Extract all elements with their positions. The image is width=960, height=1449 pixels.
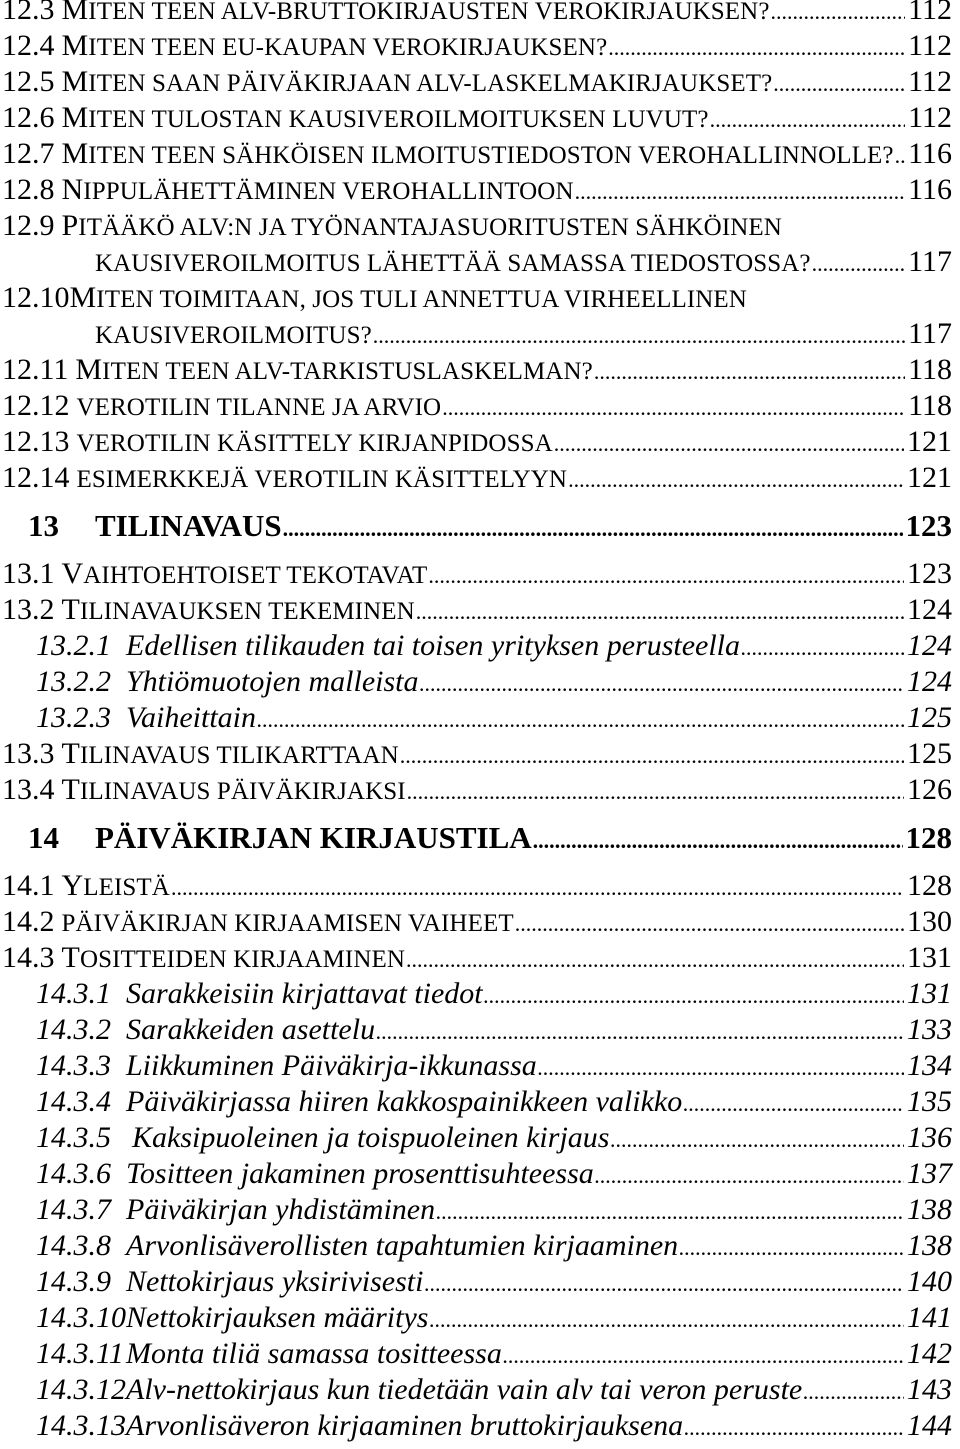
entry-page: 133	[907, 1013, 952, 1046]
entry-page: 117	[908, 317, 952, 350]
entry-number: 14.3.10	[36, 1301, 126, 1334]
entry-page: 123	[907, 557, 952, 590]
toc-entry-14-3-12[interactable]	[0, 1372, 952, 1408]
entry-title: VEROTILIN TILANNE JA ARVIO	[76, 394, 442, 421]
entry-number: 14.3.6	[36, 1157, 111, 1190]
entry-number: 13.2	[2, 593, 55, 626]
dot-leader	[419, 666, 905, 702]
chapter-page: 128	[905, 820, 952, 855]
toc-entry-12-3[interactable]	[0, 0, 952, 28]
entry-title: Tositteen jakaminen prosenttisuhteessa	[126, 1157, 594, 1190]
entry-number: 12.13	[2, 425, 70, 458]
entry-title: Edellisen tilikauden tai toisen yrityksen perusteella	[126, 629, 741, 662]
entry-number: 14.3.7	[36, 1193, 111, 1226]
toc-entry-14-3-7[interactable]	[0, 1192, 952, 1228]
toc-entry-12-9-continuation[interactable]	[0, 244, 952, 280]
entry-page: 112	[908, 0, 952, 26]
toc-entry-14-3[interactable]	[0, 940, 952, 976]
entry-number: 14.3.5	[36, 1121, 111, 1154]
entry-page: 134	[907, 1049, 952, 1082]
entry-title: Kaksipuoleinen ja toispuoleinen kirjaus	[132, 1121, 610, 1154]
entry-title: TILINAVAUS TILIKARTTAAN	[61, 737, 399, 770]
entry-number: 14.3.13	[36, 1409, 126, 1442]
entry-number: 14.3	[2, 941, 55, 974]
entry-number: 14.3.11	[36, 1337, 124, 1370]
entry-title: TOSITTEIDEN KIRJAAMINEN	[61, 941, 406, 974]
chapter-title: TILINAVAUS	[95, 508, 282, 543]
entry-page: 144	[907, 1409, 952, 1442]
entry-title: Vaiheittain	[126, 701, 256, 734]
dot-leader	[483, 978, 904, 1014]
dot-leader	[802, 1374, 904, 1410]
toc-entry-13-3[interactable]	[0, 736, 952, 772]
toc-entry-13-1[interactable]	[0, 556, 952, 592]
entry-number: 14.3.9	[36, 1265, 111, 1298]
toc-entry-14-3-9[interactable]	[0, 1264, 952, 1300]
toc-entry-12-13[interactable]	[0, 424, 952, 460]
dot-leader	[537, 1050, 904, 1086]
entry-number: 13.3	[2, 737, 55, 770]
dot-leader	[405, 942, 904, 978]
dot-leader	[423, 1266, 904, 1302]
entry-page: 121	[907, 425, 952, 458]
entry-title: Nettokirjaus yksirivisesti	[126, 1265, 424, 1298]
entry-title: PÄIVÄKIRJAN KIRJAAMISEN VAIHEET	[61, 910, 514, 937]
entry-page: 138	[907, 1229, 952, 1262]
entry-page: 118	[908, 389, 952, 422]
entry-page: 140	[907, 1265, 952, 1298]
entry-title: TILINAVAUS PÄIVÄKIRJAKSI	[61, 773, 406, 806]
entry-number: 12.6	[2, 101, 55, 134]
toc-entry-12-4[interactable]	[0, 28, 952, 64]
dot-leader	[607, 30, 905, 66]
entry-title: MITEN SAAN PÄIVÄKIRJAAN ALV-LASKELMAKIRJAUKSET?	[61, 65, 773, 98]
entry-page: 131	[907, 941, 952, 974]
entry-number: 12.9	[2, 209, 55, 242]
toc-entry-14-3-2[interactable]	[0, 1012, 952, 1048]
entry-number: 14.3.12	[36, 1373, 126, 1406]
toc-entry-14-3-13[interactable]	[0, 1408, 952, 1444]
entry-page: 137	[907, 1157, 952, 1190]
toc-entry-13-2-3[interactable]	[0, 700, 952, 736]
entry-title: VAIHTOEHTOISET TEKOTAVAT	[61, 557, 428, 590]
entry-page: 116	[908, 173, 952, 206]
dot-leader	[514, 906, 904, 942]
dot-leader	[532, 811, 903, 871]
entry-page: 130	[907, 905, 952, 938]
toc-entry-12-7[interactable]	[0, 136, 952, 172]
entry-page: 126	[907, 773, 952, 806]
dot-leader	[406, 774, 904, 810]
toc-entry-12-9[interactable]	[0, 208, 952, 244]
chapter-page: 123	[905, 508, 952, 543]
toc-entry-12-14[interactable]	[0, 460, 952, 496]
chapter-number: 13	[28, 508, 59, 543]
entry-number: 14.3.2	[36, 1013, 111, 1046]
entry-page: 124	[907, 665, 952, 698]
dot-leader	[553, 426, 904, 462]
dot-leader	[682, 1086, 904, 1122]
entry-title: MITEN TEEN ALV-BRUTTOKIRJAUSTEN VEROKIRJAUKSEN?	[61, 0, 770, 26]
toc-entry-13-4[interactable]	[0, 772, 952, 808]
entry-title: MITEN TEEN EU-KAUPAN VEROKIRJAUKSEN?	[61, 29, 608, 62]
entry-title: Arvonlisäveron kirjaaminen bruttokirjauksena	[126, 1409, 684, 1442]
entry-number: 14.2	[2, 905, 55, 938]
entry-page: 142	[907, 1337, 952, 1370]
dot-leader	[441, 390, 905, 426]
toc-entry-12-6[interactable]	[0, 100, 952, 136]
dot-leader	[427, 558, 904, 594]
toc-entry-14-3-5[interactable]	[0, 1120, 952, 1156]
toc-entry-12-8[interactable]	[0, 172, 952, 208]
entry-page: 138	[907, 1193, 952, 1226]
entry-page: 125	[907, 737, 952, 770]
entry-page: 116	[908, 137, 952, 170]
dot-leader	[678, 1230, 904, 1266]
dot-leader	[256, 702, 904, 738]
entry-number: 14.1	[2, 869, 55, 902]
toc-entry-14-3-8[interactable]	[0, 1228, 952, 1264]
entry-number: 14.3.4	[36, 1085, 111, 1118]
entry-number: 13.2.2	[36, 665, 111, 698]
entry-number: 13.4	[2, 773, 55, 806]
dot-leader	[372, 318, 905, 354]
dot-leader	[772, 66, 905, 102]
toc-entry-14-3-1[interactable]	[0, 976, 952, 1012]
toc-entry-12-5[interactable]	[0, 64, 952, 100]
entry-title: Liikkuminen Päiväkirja-ikkunassa	[126, 1049, 537, 1082]
toc-entry-14-1[interactable]	[0, 868, 952, 904]
entry-page: 124	[907, 593, 952, 626]
entry-number: 12.4	[2, 29, 55, 62]
chapter-title: PÄIVÄKIRJAN KIRJAUSTILA	[95, 820, 532, 855]
entry-page: 125	[907, 701, 952, 734]
entry-title: Päiväkirjan yhdistäminen	[126, 1193, 436, 1226]
entry-number: 12.8	[2, 173, 55, 206]
entry-title: Sarakkeisiin kirjattavat tiedot	[126, 977, 483, 1010]
entry-number: 13.2.3	[36, 701, 111, 734]
entry-title: Nettokirjauksen määritys	[126, 1301, 429, 1334]
entry-page: 143	[907, 1373, 952, 1406]
dot-leader	[435, 1194, 904, 1230]
dot-leader	[375, 1014, 904, 1050]
toc-entry-12-11[interactable]	[0, 352, 952, 388]
toc-entry-12-10[interactable]	[0, 280, 952, 316]
toc-chapter-13[interactable]	[0, 496, 952, 556]
toc-entry-13-2[interactable]	[0, 592, 952, 628]
entry-title: NIPPULÄHETTÄMINEN VEROHALLINTOON	[61, 173, 574, 206]
entry-title: Sarakkeiden asettelu	[126, 1013, 376, 1046]
toc-entry-14-3-3[interactable]	[0, 1048, 952, 1084]
toc-chapter-14[interactable]	[0, 808, 952, 868]
toc-entry-13-2-1[interactable]	[0, 628, 952, 664]
entry-title-continuation: KAUSIVEROILMOITUS?	[95, 322, 372, 349]
entry-page: 117	[908, 245, 952, 278]
entry-page: 124	[907, 629, 952, 662]
dot-leader	[770, 0, 906, 30]
entry-number: 14.3.1	[36, 977, 111, 1010]
dot-leader	[567, 462, 904, 498]
dot-leader	[709, 102, 906, 138]
dot-leader	[428, 1302, 904, 1338]
entry-page: 128	[907, 869, 952, 902]
dot-leader	[609, 1122, 904, 1158]
entry-title: VEROTILIN KÄSITTELY KIRJANPIDOSSA	[76, 430, 553, 457]
toc-entry-14-3-10[interactable]	[0, 1300, 952, 1336]
entry-page: 136	[907, 1121, 952, 1154]
dot-leader	[894, 138, 906, 174]
dot-leader	[811, 246, 905, 282]
entry-title: MITEN TEEN ALV-TARKISTUSLASKELMAN?	[75, 353, 593, 386]
toc-entry-12-10-continuation[interactable]	[0, 316, 952, 352]
toc-entry-14-3-11[interactable]	[0, 1336, 952, 1372]
dot-leader	[282, 499, 903, 559]
dot-leader	[170, 870, 904, 906]
entry-number: 12.11	[2, 353, 69, 386]
entry-page: 141	[907, 1301, 952, 1334]
entry-page: 112	[908, 101, 952, 134]
toc-entry-13-2-2[interactable]	[0, 664, 952, 700]
entry-title: Monta tiliä samassa tositteessa	[126, 1337, 502, 1370]
dot-leader	[593, 354, 905, 390]
dot-leader	[415, 594, 904, 630]
dot-leader	[399, 738, 904, 774]
toc-entry-12-12[interactable]	[0, 388, 952, 424]
dot-leader	[740, 630, 904, 666]
entry-title: Arvonlisäverollisten tapahtumien kirjaaminen	[126, 1229, 679, 1262]
entry-number: 13.1	[2, 557, 55, 590]
entry-title: MITEN TOIMITAAN, JOS TULI ANNETTUA VIRHEELLINEN	[69, 281, 747, 314]
entry-title: MITEN TEEN SÄHKÖISEN ILMOITUSTIEDOSTON VEROHALLINNOLLE?	[61, 137, 894, 170]
entry-title: Päiväkirjassa hiiren kakkospainikkeen valikko	[126, 1085, 683, 1118]
entry-number: 13.2.1	[36, 629, 111, 662]
dot-leader	[683, 1410, 904, 1446]
entry-title: ESIMERKKEJÄ VEROTILIN KÄSITTELYYN	[76, 466, 568, 493]
entry-number: 14.3.3	[36, 1049, 111, 1082]
entry-page: 121	[907, 461, 952, 494]
chapter-number: 14	[28, 820, 59, 855]
entry-page: 118	[908, 353, 952, 386]
toc-entry-14-2[interactable]	[0, 904, 952, 940]
entry-number: 12.5	[2, 65, 55, 98]
entry-title: YLEISTÄ	[61, 869, 170, 902]
entry-title: Yhtiömuotojen malleista	[126, 665, 419, 698]
entry-title: Alv-nettokirjaus kun tiedetään vain alv tai veron peruste	[126, 1373, 803, 1406]
toc-entry-14-3-6[interactable]	[0, 1156, 952, 1192]
entry-number: 14.3.8	[36, 1229, 111, 1262]
dot-leader	[594, 1158, 904, 1194]
entry-title: MITEN TULOSTAN KAUSIVEROILMOITUKSEN LUVUT?	[61, 101, 709, 134]
entry-number: 12.3	[2, 0, 55, 26]
entry-page: 135	[907, 1085, 952, 1118]
entry-page: 112	[908, 29, 952, 62]
entry-number: 12.14	[2, 461, 70, 494]
entry-page: 112	[908, 65, 952, 98]
dot-leader	[502, 1338, 904, 1374]
entry-title: PITÄÄKÖ ALV:N JA TYÖNANTAJASUORITUSTEN SÄHKÖINEN	[61, 209, 782, 242]
entry-page: 131	[907, 977, 952, 1010]
entry-title-continuation: KAUSIVEROILMOITUS LÄHETTÄÄ SAMASSA TIEDOSTOSSA?	[95, 250, 811, 277]
entry-number: 12.7	[2, 137, 55, 170]
toc-entry-14-3-4[interactable]	[0, 1084, 952, 1120]
entry-number: 12.12	[2, 389, 70, 422]
entry-title: TILINAVAUKSEN TEKEMINEN	[61, 593, 415, 626]
dot-leader	[574, 174, 906, 210]
entry-number: 12.10	[2, 281, 70, 314]
